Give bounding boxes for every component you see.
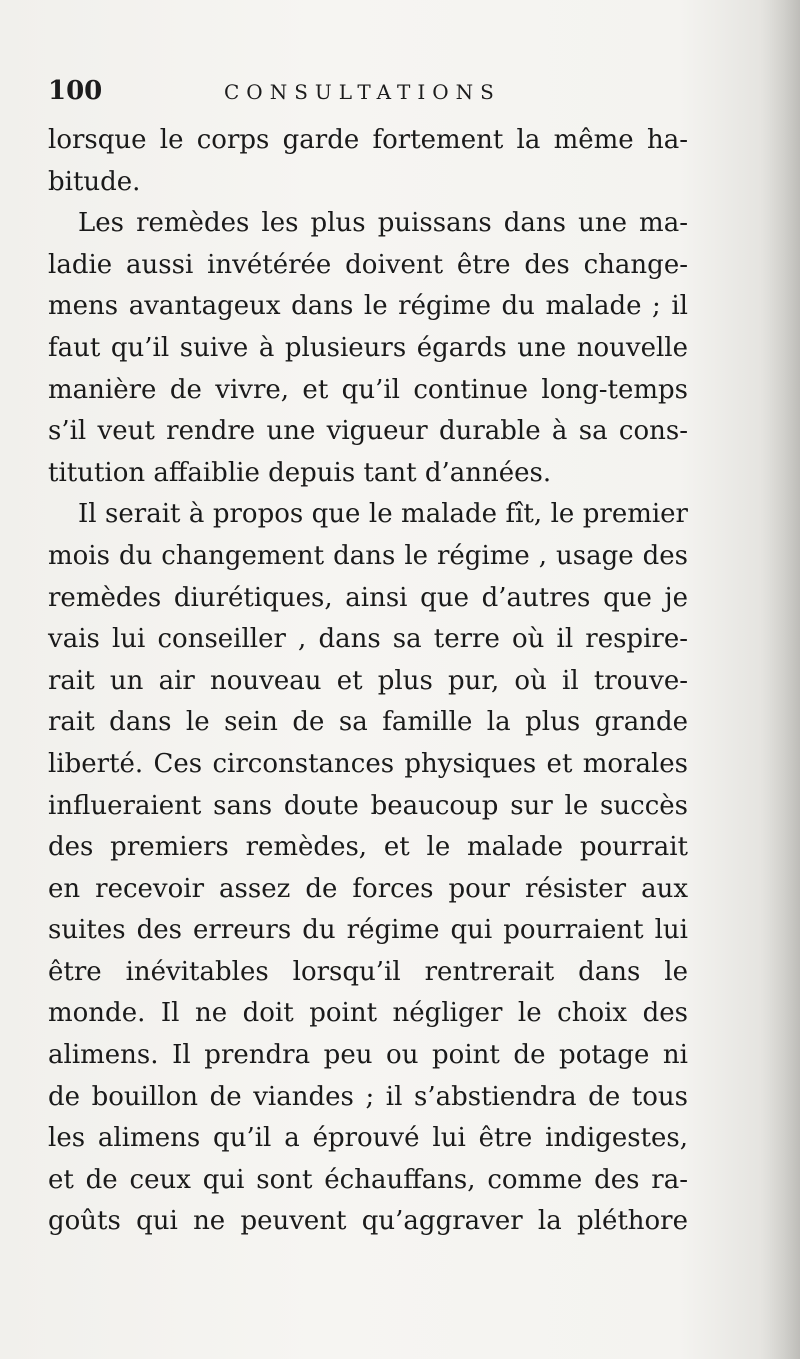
body-text [48,120,688,1243]
text-line: les alimens qu’il a éprouvé lui être indigestes, [48,1123,688,1154]
text-line: ladie aussi invétérée doivent être des change- [48,249,688,280]
text-line: être inévitables lorsqu’il rentrerait dans le [48,956,688,987]
running-title: CONSULTATIONS [224,80,501,104]
page-number: 100 [48,76,103,106]
text-line: liberté. Ces circonstances physiques et morales [48,748,688,779]
text-line: manière de vivre, et qu’il continue long-temps [48,374,688,405]
text-line: des premiers remèdes, et le malade pourrait [48,832,688,863]
text-line: suites des erreurs du régime qui pourraient lui [48,915,688,946]
running-head [48,70,688,110]
text-line: alimens. Il prendra peu ou point de potage ni [48,1040,688,1071]
text-line: en recevoir assez de forces pour résister aux [48,873,688,904]
text-line: bitude. [48,166,141,197]
text-line: s’il veut rendre une vigueur durable à sa cons- [48,416,688,447]
text-line: rait un air nouveau et plus pur, où il trouve- [48,665,688,696]
text-line: vais lui conseiller , dans sa terre où il respire- [48,624,688,655]
page-edge-shadow [760,0,800,1359]
text-line: titution affaiblie depuis tant d’années. [48,457,552,488]
text-line: Il serait à propos que le malade fît, le premier [78,499,688,530]
text-line: mens avantageux dans le régime du malade ; il [48,291,688,322]
text-line: goûts qui ne peuvent qu’aggraver la pléthore [48,1206,688,1237]
text-line: remèdes diurétiques, ainsi que d’autres que je [48,582,688,613]
text-line: et de ceux qui sont échauffans, comme des ra- [48,1164,688,1195]
text-line: rait dans le sein de sa famille la plus grande [48,707,688,738]
text-line: Les remèdes les plus puissans dans une ma- [78,208,688,239]
text-line: lorsque le corps garde fortement la même ha- [48,125,688,155]
text-line: influeraient sans doute beaucoup sur le succès [48,790,688,821]
text-line: mois du changement dans le régime , usage des [48,540,688,571]
text-line: faut qu’il suive à plusieurs égards une nouvelle [48,332,688,363]
text-line: monde. Il ne doit point négliger le choix des [48,998,688,1029]
text-line: de bouillon de viandes ; il s’abstiendra de tous [48,1081,688,1112]
